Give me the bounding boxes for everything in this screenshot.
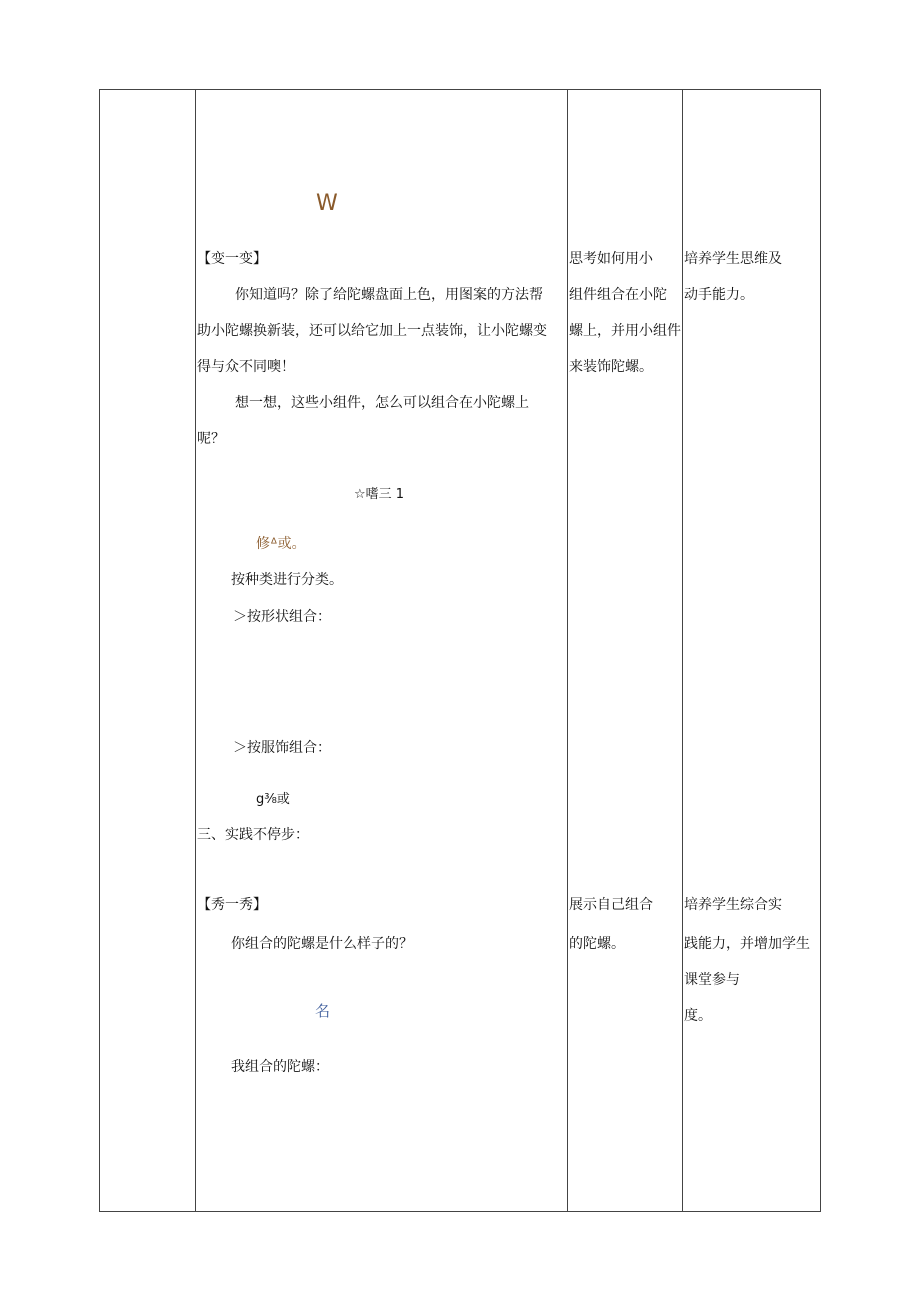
label-ming: 名 (315, 1002, 331, 1020)
design-intent-line: 课堂参与 (684, 972, 740, 988)
column-divider (682, 90, 683, 1211)
design-intent-line: 培养学生综合实 (684, 897, 782, 913)
garbled-text: ☆嗜三 1 (354, 487, 405, 502)
paragraph-line: 助小陀螺换新装，还可以给它加上一点装饰，让小陀螺变 (197, 323, 547, 339)
w-mark: W (316, 191, 338, 216)
column-divider (567, 90, 568, 1211)
paragraph-line: 呢？ (197, 431, 225, 447)
design-intent-line: 动手能力。 (684, 287, 754, 303)
paragraph-line: 得与众不同噢！ (197, 359, 295, 375)
section-heading-xiuyixiu: 【秀一秀】 (197, 897, 267, 913)
student-activity-line: 螺上，并用小组件 (569, 323, 681, 339)
paragraph-line: 你知道吗？除了给陀螺盘面上色，用图案的方法帮 (235, 287, 543, 303)
paragraph-line: 想一想，这些小组件，怎么可以组合在小陀螺上 (235, 395, 529, 411)
student-activity-line: 展示自己组合 (569, 897, 653, 913)
column-divider (195, 90, 196, 1211)
design-intent-line: 培养学生思维及 (684, 251, 782, 267)
my-top-label: 我组合的陀螺： (231, 1059, 329, 1075)
by-clothes-item: ＞按服饰组合： (233, 740, 331, 756)
design-intent-line: 度。 (684, 1008, 712, 1024)
garbled-text: 修ᐞ或。 (256, 536, 306, 552)
question-text: 你组合的陀螺是什么样子的？ (231, 936, 413, 952)
student-activity-line: 思考如何用小 (569, 251, 653, 267)
student-activity-line: 的陀螺。 (569, 936, 625, 952)
part-three-title: 三、实践不停步： (197, 827, 309, 843)
by-shape-item: ＞按形状组合： (233, 609, 331, 625)
section-heading-bianyibian: 【变一变】 (197, 251, 267, 267)
classify-text: 按种类进行分类。 (231, 572, 343, 588)
lesson-plan-table (99, 89, 821, 1212)
student-activity-line: 来装饰陀螺。 (569, 359, 653, 375)
student-activity-line: 组件组合在小陀 (569, 287, 667, 303)
design-intent-line: 践能力，并增加学生 (684, 936, 810, 952)
garbled-text: g⅜或 (256, 792, 290, 807)
